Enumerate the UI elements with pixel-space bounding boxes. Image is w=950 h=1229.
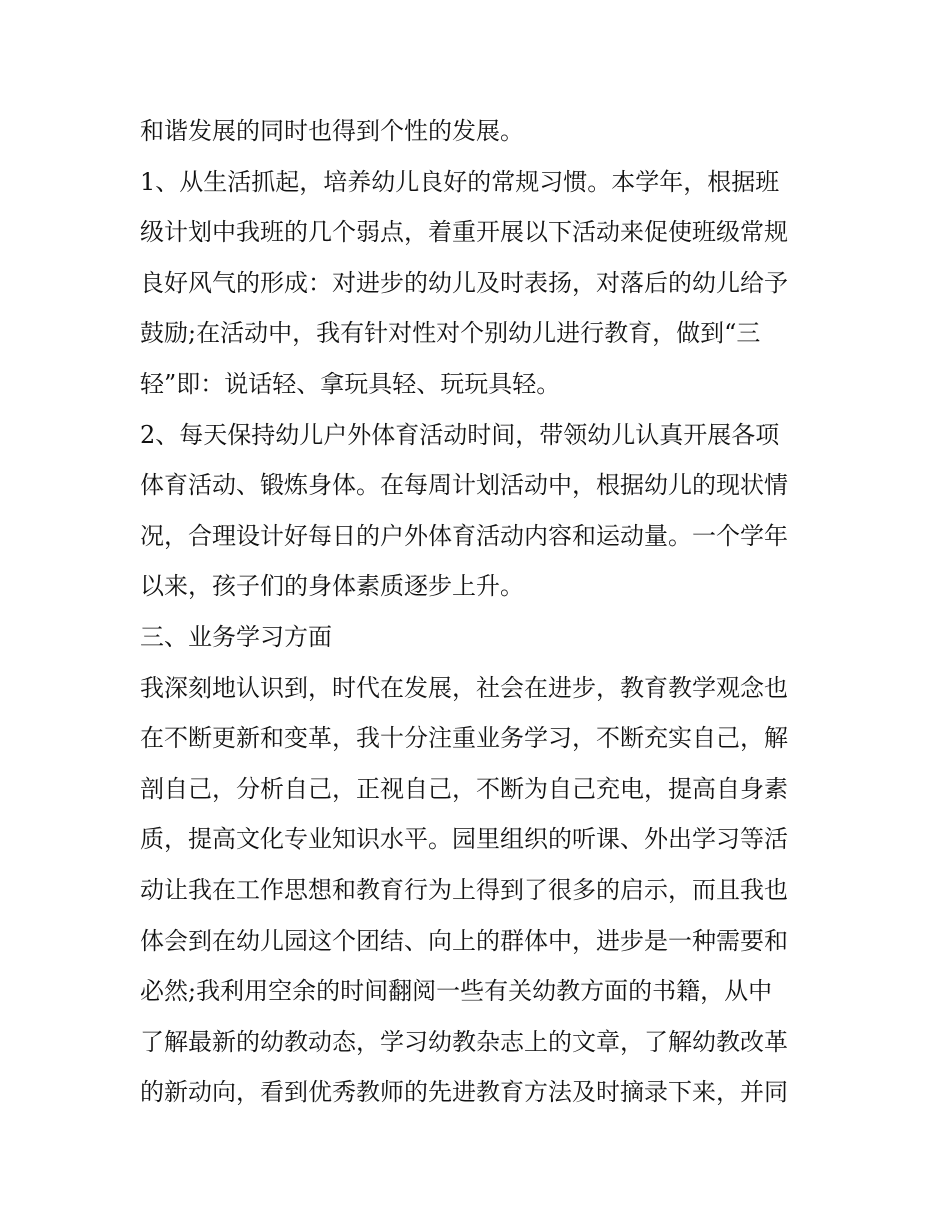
text-line: 动让我在工作思想和教育行为上得到了很多的启示，而且我也 xyxy=(140,875,788,904)
text-line: 体育活动、锻炼身体。在每周计划活动中，根据幼儿的现状情 xyxy=(140,471,788,500)
text-line: 轻”即：说话轻、拿玩具轻、玩玩具轻。 xyxy=(140,369,561,398)
section-heading: 三、业务学习方面 xyxy=(140,622,332,651)
text-line: 剖自己，分析自己，正视自己，不断为自己充电，提高自身素 xyxy=(140,774,788,803)
text-line: 了解最新的幼教动态，学习幼教杂志上的文章，了解幼教改革 xyxy=(140,1027,788,1056)
text-line: 的新动向，看到优秀教师的先进教育方法及时摘录下来，并同 xyxy=(140,1078,788,1107)
text-line: 我深刻地认识到，时代在发展，社会在进步，教育教学观念也 xyxy=(140,673,788,702)
text-line: 质，提高文化专业知识水平。园里组织的听课、外出学习等活 xyxy=(140,825,788,854)
text-line: 1、从生活抓起，培养幼儿良好的常规习惯。本学年，根据班 xyxy=(140,167,780,196)
text-line: 鼓励;在活动中，我有针对性对个别幼儿进行教育，做到“三 xyxy=(140,319,761,348)
text-line: 以来，孩子们的身体素质逐步上升。 xyxy=(140,572,524,601)
text-line: 况，合理设计好每日的户外体育活动内容和运动量。一个学年 xyxy=(140,521,788,550)
text-line: 级计划中我班的几个弱点，着重开展以下活动来促使班级常规 xyxy=(140,218,788,247)
body-text xyxy=(140,106,830,1118)
text-line: 和谐发展的同时也得到个性的发展。 xyxy=(140,117,524,145)
text-line: 良好风气的形成：对进步的幼儿及时表扬，对落后的幼儿给予 xyxy=(140,268,788,297)
text-line: 必然;我利用空余的时间翻阅一些有关幼教方面的书籍，从中 xyxy=(140,977,773,1006)
text-line: 在不断更新和变革，我十分注重业务学习，不断充实自己，解 xyxy=(140,724,788,753)
text-line: 体会到在幼儿园这个团结、向上的群体中，进步是一种需要和 xyxy=(140,926,788,955)
text-line: 2、每天保持幼儿户外体育活动时间，带领幼儿认真开展各项 xyxy=(140,420,780,449)
